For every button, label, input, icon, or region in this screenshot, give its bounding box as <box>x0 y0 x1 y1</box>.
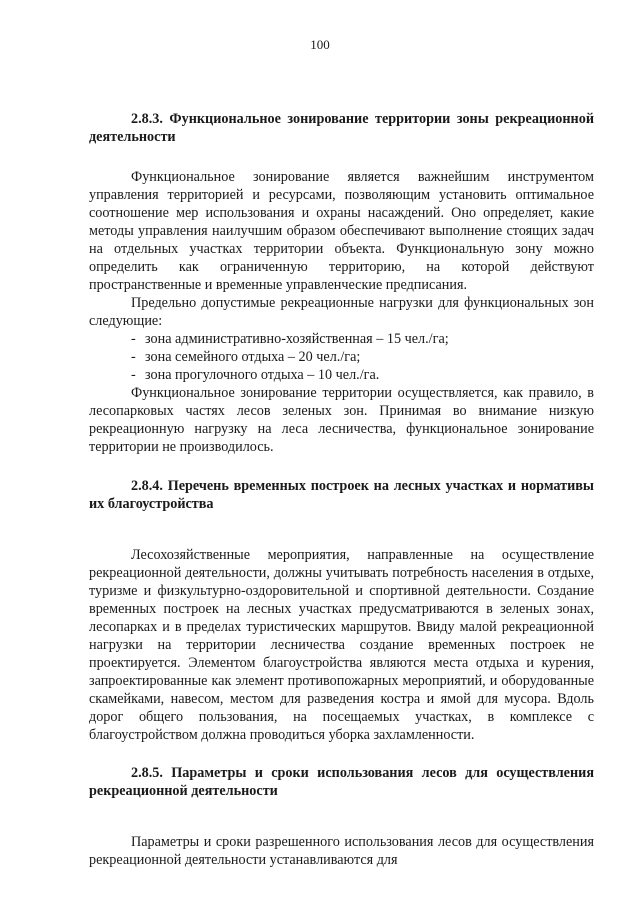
dash-marker: - <box>131 349 136 365</box>
paragraph: Функциональное зонирование является важнейшим инструментом управления территорией и ресурсами, позволяющим установить оптимальное соотношение мер использования и охраны насаждений. Оно определяет, какие методы управления наилучшим образом обеспечивают выполнение стоящих задач на отдельных участках территории объекта. Функциональную зону можно определить как ограниченную территорию, на которой действуют пространственные и временные управленческие предписания. <box>89 169 594 293</box>
recreational-load-list <box>89 330 594 384</box>
paragraph: Лесохозяйственные мероприятия, направленные на осуществление рекреационной деятельности, должны учитывать потребность населения в отдыхе, туризме и физкультурно-оздоровительной и спортивной деятельности. Создание временных построек на лесных участках предусматриваются в зеленых зонах, лесопарках и в пределах туристических маршрутов. Ввиду малой рекреационной нагрузки на территории лесничества создание временных построек не проектируется. Элементом благоустройства являются места отдыха и курения, запроектированные как элемент противопожарных мероприятий, и оборудованные скамейками, навесом, местом для разведения костра и ямой для мусора. Вдоль дорог общего пользования, на посещаемых участках, в комплексе с благоустройством должна проводиться уборка захламленности. <box>89 547 594 743</box>
list-item: - зона прогулочного отдыха – 10 чел./га. <box>131 367 380 383</box>
document-body <box>89 110 594 869</box>
section-heading-2-8-5: 2.8.5. Параметры и сроки использования лесов для осуществления рекреационной деятельности <box>89 765 594 799</box>
dash-marker: - <box>131 367 136 383</box>
paragraph: Параметры и сроки разрешенного использования лесов для осуществления рекреационной деятельности устанавливаются для <box>89 834 594 868</box>
dash-marker: - <box>131 331 136 347</box>
section-heading-2-8-3: 2.8.3. Функциональное зонирование территории зоны рекреационной деятельности <box>89 111 594 145</box>
paragraph: Функциональное зонирование территории осуществляется, как правило, в лесопарковых частях лесов зеленых зон. Принимая во внимание низкую рекреационную нагрузку на леса лесничества, функциональное зонирование территории не производилось. <box>89 385 594 455</box>
list-item: - зона семейного отдыха – 20 чел./га; <box>131 349 361 365</box>
page-number: 100 <box>310 37 330 52</box>
section-heading-2-8-4: 2.8.4. Перечень временных построек на лесных участках и нормативы их благоустройства <box>89 478 594 512</box>
list-item: - зона административно-хозяйственная – 15 чел./га; <box>131 331 449 347</box>
paragraph: Предельно допустимые рекреационные нагрузки для функциональных зон следующие: <box>89 295 594 329</box>
